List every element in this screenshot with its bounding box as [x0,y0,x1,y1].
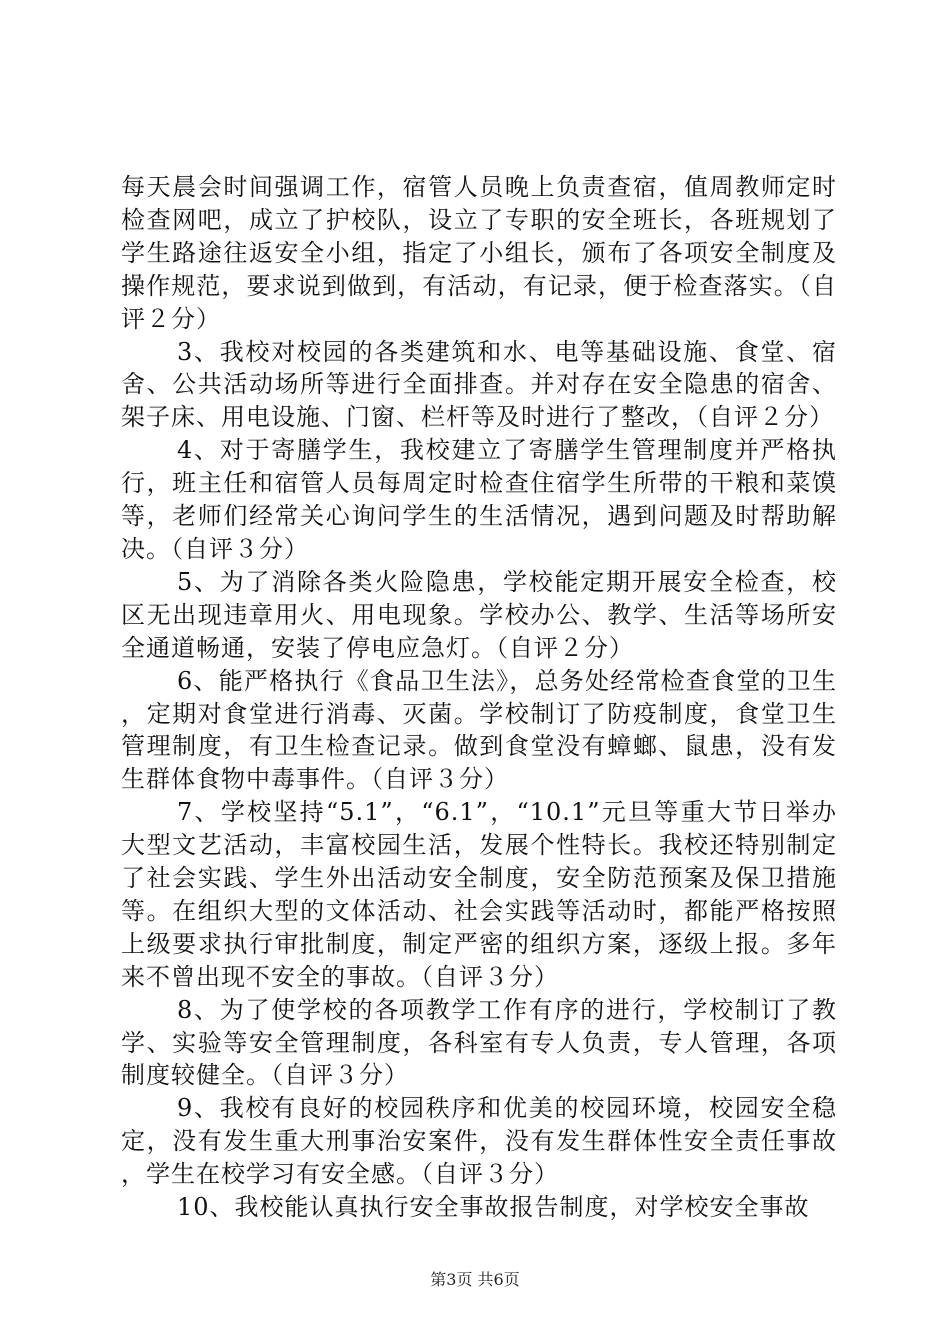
paragraph-item-6: 6、能严格执行《食品卫生法》，总务处经常检查食堂的卫生，定期对食堂进行消毒、灭菌。学校制订了防疫制度，食堂卫生管理制度，有卫生检查记录。做到食堂没有蟑螂、鼠患，没有发生群体食物中毒事件。（自评３分） [121,666,837,794]
paragraph-item-10: 10、我校能认真执行安全事故报告制度，对学校安全事故 [177,1193,810,1222]
paragraph-item-3: 3、我校对校园的各类建筑和水、电等基础设施、食堂、宿舍、公共活动场所等进行全面排查。并对存在安全隐患的宿舍、架子床、用电设施、门窗、栏杆等及时进行了整改，（自评２分） [121,337,837,432]
paragraph-item-9: 9、我校有良好的校园秩序和优美的校园环境，校园安全稳定，没有发生重大刑事治安案件，没有发生群体性安全责任事故，学生在校学习有安全感。（自评３分） [121,1094,837,1189]
paragraph-item-7: 7、学校坚持“5.1”，“6.1”，“10.1”元旦等重大节日举办大型文艺活动，丰富校园生活，发展个性特长。我校还特别制定了社会实践、学生外出活动安全制度，安全防范预案及保卫措施等。在组织大型的文体活动、社会实践等活动时，都能严格按照上级要求执行审批制度，制定严密的组织方案，逐级上报。多年来不曾出现不安全的事故。（自评３分） [121,798,837,991]
paragraph-item-8: 8、为了使学校的各项教学工作有序的进行，学校制订了教学、实验等安全管理制度，各科室有专人负责，专人管理，各项制度较健全。（自评３分） [121,995,837,1090]
paragraph-item-4: 4、对于寄膳学生，我校建立了寄膳学生管理制度并严格执行，班主任和宿管人员每周定时检查住宿学生所带的干粮和菜馍等，老师们经常关心询问学生的生活情况，遇到问题及时帮助解决。（自评３分） [121,436,837,563]
page-number-label: 第3页 共6页 [430,1270,520,1289]
document-body [121,171,837,1224]
paragraph-item-5: 5、为了消除各类火险隐患，学校能定期开展安全检查，校区无出现违章用火、用电现象。学校办公、教学、生活等场所安全通道畅通，安装了停电应急灯。（自评２分） [121,567,837,662]
page-footer [0,1270,950,1290]
paragraph-continuation: 每天晨会时间强调工作，宿管人员晚上负责查宿，值周教师定时检查网吧，成立了护校队，设立了专职的安全班长，各班规划了学生路途往返安全小组，指定了小组长，颁布了各项安全制度及操作规范，要求说到做到，有活动，有记录，便于检查落实。（自评２分） [121,173,837,333]
